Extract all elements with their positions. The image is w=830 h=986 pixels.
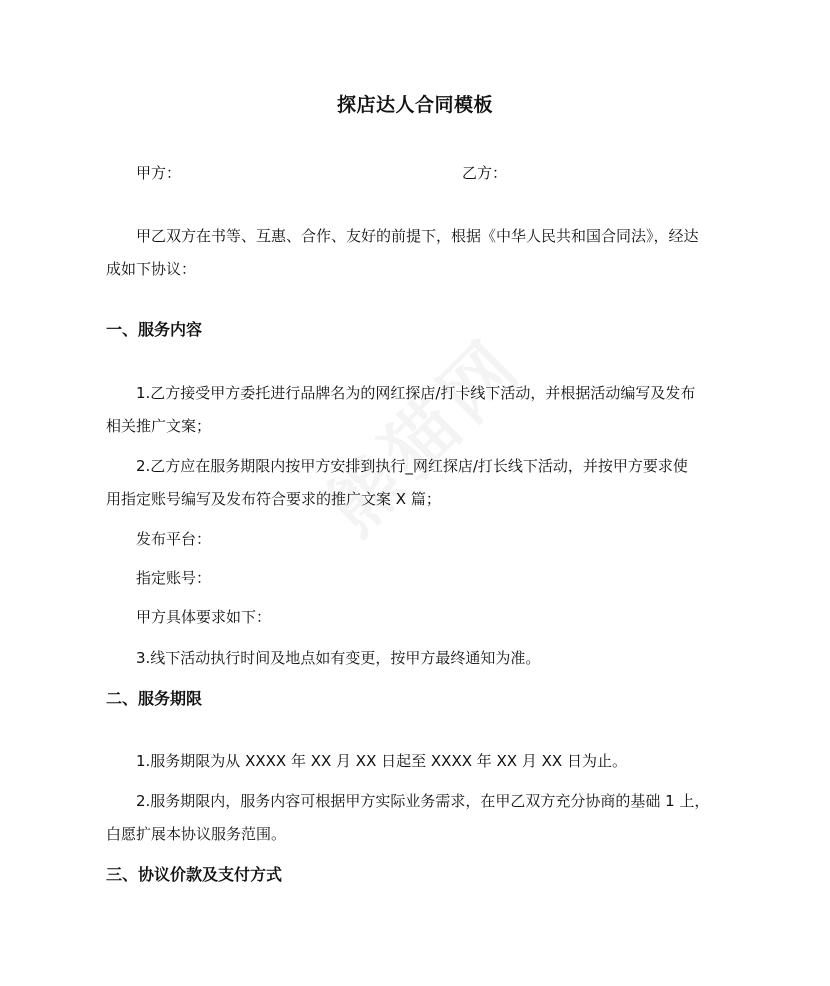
section1-item1-line1: 1.乙方接受甲方委托进行品牌名为的网红探店/打卡线下活动，并根据活动编写及发布 xyxy=(136,384,696,402)
section2-item2-line2: 白愿扩展本协议服务范围。 xyxy=(106,825,287,843)
section2-item1: 1.服务期限为从 XXXX 年 XX 月 XX 日起至 XXXX 年 XX 月 XX 日为止。 xyxy=(136,752,627,770)
party-b-label: 乙方： xyxy=(462,164,508,182)
section2-item2-line1: 2.服务期限内，服务内容可根据甲方实际业务需求，在甲乙双方充分协商的基础 1 上， xyxy=(136,792,710,810)
section1-item2-line1: 2.乙方应在服务期限内按甲方安排到执行_网红探店/打长线下活动，并按甲方要求使 xyxy=(136,457,688,475)
designated-account-label: 指定账号： xyxy=(136,569,212,587)
intro-line-1: 甲乙双方在书等、互惠、合作、友好的前提下，根据《中华人民共和国合同法》，经达 xyxy=(136,227,699,245)
party-a-requirements-label: 甲方具体要求如下： xyxy=(136,608,272,626)
party-a-label: 甲方： xyxy=(136,164,182,182)
section1-item3: 3.线下活动执行时间及地点如有变更，按甲方最终通知为准。 xyxy=(136,649,541,667)
document-title: 探店达人合同模板 xyxy=(336,94,493,116)
intro-line-2: 成如下协议： xyxy=(106,260,197,278)
watermark xyxy=(298,310,541,553)
section3-heading: 三、协议价款及支付方式 xyxy=(106,865,283,884)
section1-item2-line2: 用指定账号编写及发布符合要求的推广文案 X 篇； xyxy=(106,490,441,508)
publish-platform-label: 发布平台： xyxy=(136,530,212,548)
section1-item1-line2: 相关推广文案； xyxy=(106,417,212,435)
section2-heading: 二、服务期限 xyxy=(106,689,203,708)
section1-heading: 一、服务内容 xyxy=(106,320,203,339)
